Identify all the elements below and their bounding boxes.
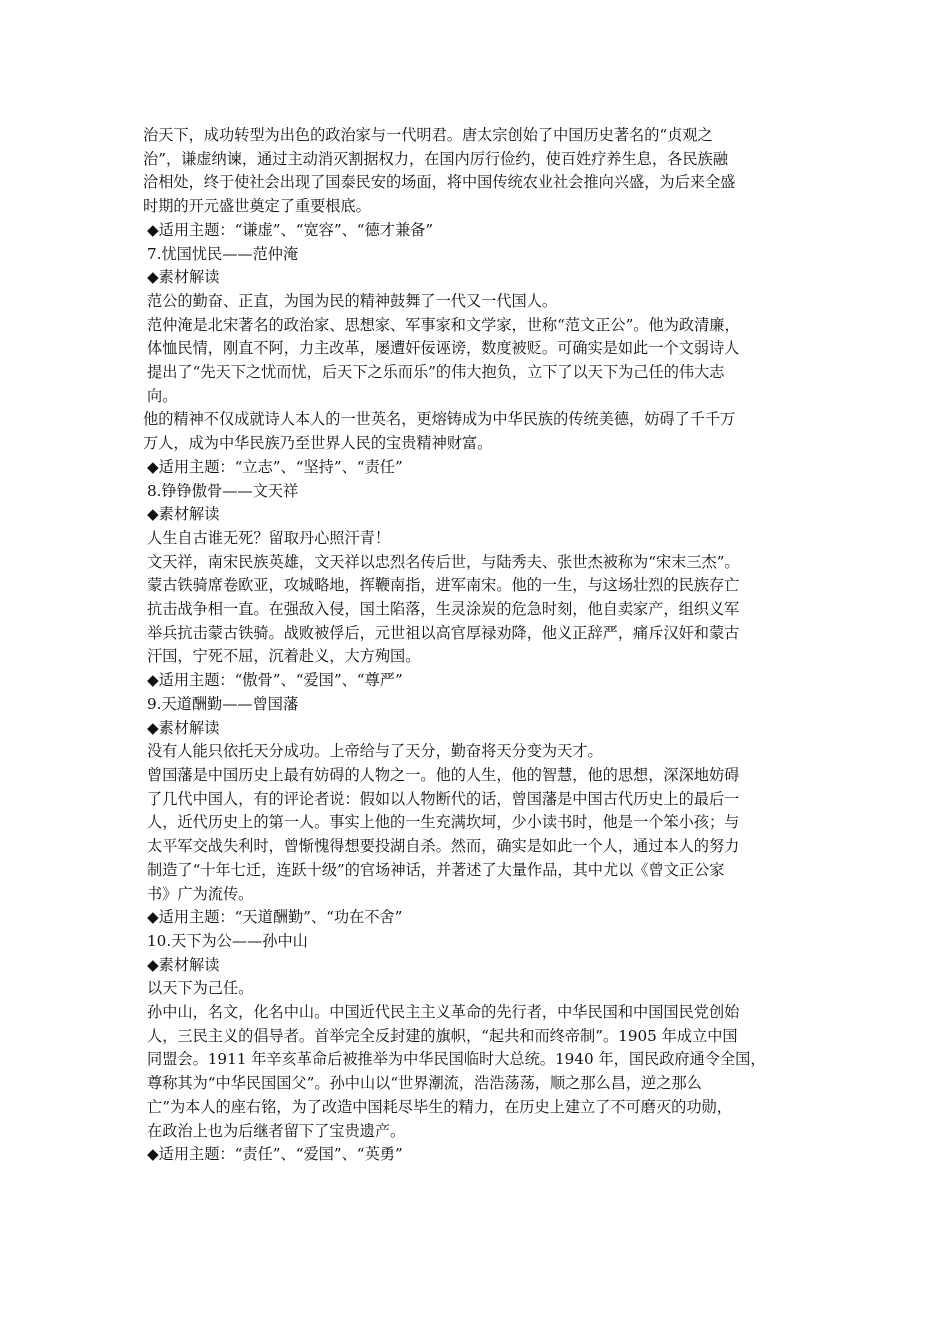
text-line: ◆适用主题：“立志”、“坚持”、“责任” — [147, 457, 403, 476]
text-line: 蒙古铁骑席卷欧亚，攻城略地，挥鞭南指，进军南宋。他的一生，与这场壮烈的民族存亡 — [147, 576, 740, 595]
text-line: 太平军交战失利时，曾惭愧得想要投湖自杀。然而，确实是如此一个人，通过本人的努力 — [147, 837, 740, 856]
text-line: 他的精神不仅成就诗人本人的一世英名，更熔铸成为中华民族的传统美德，妨碍了千千万 — [143, 410, 736, 429]
material-label — [143, 954, 815, 978]
applicable-topics — [143, 906, 815, 930]
material-label — [143, 503, 815, 527]
applicable-topics — [143, 669, 815, 693]
text-line: 以天下为己任。 — [147, 979, 254, 998]
text-line: ◆素材解读 — [147, 268, 220, 287]
material-label — [143, 266, 815, 290]
paragraph — [143, 977, 815, 1001]
text-line: 书》广为流传。 — [147, 884, 254, 903]
text-line: 8.铮铮傲骨——文天祥 — [147, 481, 299, 500]
text-line: 文天祥，南宋民族英雄，文天祥以忠烈名传后世，与陆秀夫、张世杰被称为“宋末三杰”。 — [147, 552, 740, 571]
section-heading — [143, 480, 815, 504]
text-line: 体恤民情，刚直不阿，力主改革，屡遭奸佞诬谤，数度被贬。可确实是如此一个文弱诗人 — [147, 339, 740, 358]
paragraph — [143, 314, 815, 409]
text-line: 举兵抗击蒙古铁骑。战败被俘后，元世祖以高官厚禄劝降，他义正辞严，痛斥汉奸和蒙古 — [147, 623, 740, 642]
text-line: 亡”为本人的座右铭，为了改造中国耗尽毕生的精力，在历史上建立了不可磨灭的功勋， — [147, 1097, 732, 1116]
text-line: ◆适用主题：“傲骨”、“爱国”、“尊严” — [147, 671, 403, 690]
section-heading — [143, 693, 815, 717]
text-line: 孙中山，名文，化名中山。中国近代民主主义革命的先行者，中华民国和中国国民党创始 — [147, 1003, 740, 1022]
text-line: ◆素材解读 — [147, 718, 220, 737]
text-line: 时期的开元盛世奠定了重要根底。 — [143, 197, 371, 216]
section-heading — [143, 930, 815, 954]
text-line: 抗击战争相一直。在强敌入侵，国土陷落，生灵涂炭的危急时刻，他自卖家产，组织义军 — [147, 600, 740, 619]
document-page — [143, 124, 815, 1167]
text-line: 人生自古谁无死？留取丹心照汗青！ — [147, 528, 390, 547]
paragraph — [143, 551, 815, 670]
text-line: 向。 — [147, 386, 178, 405]
text-line: ◆素材解读 — [147, 955, 220, 974]
text-line: 同盟会。1911 年辛亥革命后被推举为中华民国临时大总统。1940 年，国民政府通令全国， — [147, 1050, 766, 1069]
text-line: 人，三民主义的倡导者。首举完全反封建的旗帜，“起共和而终帝制”。1905 年成立中国 — [147, 1026, 738, 1045]
text-line: 范仲淹是北宋著名的政治家、思想家、军事家和文学家，世称“范文正公”。他为政清廉， — [147, 315, 740, 334]
text-line: ◆适用主题：“谦虚”、“宽容”、“德才兼备” — [147, 220, 434, 239]
applicable-topics — [143, 219, 815, 243]
text-line: 治天下，成功转型为出色的政治家与一代明君。唐太宗创始了中国历史著名的“贞观之 — [143, 126, 713, 144]
section-heading — [143, 243, 815, 267]
applicable-topics — [143, 456, 815, 480]
text-line: 范公的勤奋、正直，为国为民的精神鼓舞了一代又一代国人。 — [147, 291, 558, 310]
paragraph — [143, 124, 815, 219]
text-line: 洽相处，终于使社会出现了国泰民安的场面，将中国传统农业社会推向兴盛，为后来全盛 — [143, 173, 736, 192]
paragraph — [143, 764, 815, 906]
text-line: 汗国，宁死不屈，沉着赴义，大方殉国。 — [147, 647, 421, 666]
text-line: 9.天道酬勤——曾国藩 — [147, 694, 299, 713]
paragraph — [143, 740, 815, 764]
text-line: 尊称其为“中华民国国父”。孙中山以“世界潮流，浩浩荡荡，顺之那么昌，逆之那么 — [147, 1074, 702, 1093]
text-line: 曾国藩是中国历史上最有妨碍的人物之一。他的人生，他的智慧，他的思想，深深地妨碍 — [147, 765, 740, 784]
text-line: 人，近代历史上的第一人。事实上他的一生充满坎坷，少小读书时，他是一个笨小孩；与 — [147, 813, 740, 832]
text-line: ◆适用主题：“责任”、“爱国”、“英勇” — [147, 1145, 403, 1164]
applicable-topics — [143, 1143, 815, 1167]
text-line: 提出了“先天下之忧而忧，后天下之乐而乐”的伟大抱负，立下了以天下为己任的伟大志 — [147, 363, 725, 382]
text-line: 7.忧国忧民——范仲淹 — [147, 244, 299, 263]
text-line: 10.天下为公——孙中山 — [147, 931, 308, 950]
text-line: 万人，成为中华民族乃至世界人民的宝贵精神财富。 — [143, 434, 493, 453]
text-line: 了几代中国人，有的评论者说：假如以人物断代的话，曾国藩是中国古代历史上的最后一 — [147, 789, 740, 808]
paragraph — [143, 408, 815, 455]
text-line: 治”，谦虚纳谏，通过主动消灭割据权力，在国内厉行俭约，使百姓疗养生息，各民族融 — [143, 149, 728, 168]
paragraph — [143, 290, 815, 314]
text-line: 在政治上也为后继者留下了宝贵遗产。 — [147, 1121, 406, 1140]
text-line: ◆素材解读 — [147, 505, 220, 524]
paragraph — [143, 1001, 815, 1143]
text-line: ◆适用主题：“天道酬勤”、“功在不舍” — [147, 908, 403, 927]
paragraph — [143, 527, 815, 551]
text-line: 没有人能只依托天分成功。上帝给与了天分，勤奋将天分变为天才。 — [147, 742, 603, 761]
material-label — [143, 717, 815, 741]
text-line: 制造了“十年七迁，连跃十级”的官场神话，并著述了大量作品，其中尤以《曾文正公家 — [147, 860, 725, 879]
